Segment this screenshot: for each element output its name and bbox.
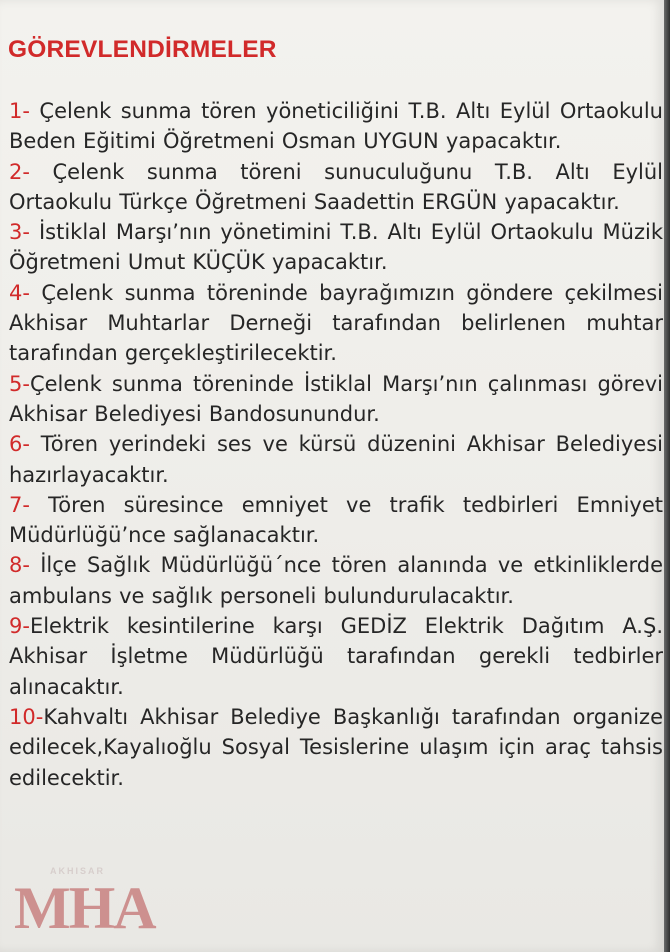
list-item — [9, 490, 663, 551]
document-title: GÖREVLENDİRMELER — [8, 36, 277, 63]
list-item — [9, 429, 663, 490]
item-text: Tören süresince emniyet ve trafik tedbirleri Emniyet Müdürlüğü’nce sağlanacaktır. — [9, 492, 663, 548]
list-item — [9, 217, 663, 278]
watermark-logo-text: MHA — [14, 875, 155, 941]
item-number: 8- — [9, 553, 30, 578]
item-number: 6- — [9, 432, 30, 457]
list-item — [9, 702, 663, 793]
item-text: Kahvaltı Akhisar Belediye Başkanlığı tarafından organize edilecek,Kayalıoğlu Sosyal Tesislerine ulaşım için araç tahsis edilecektir. — [9, 704, 663, 790]
list-item — [9, 369, 663, 430]
item-number: 2- — [9, 159, 30, 184]
item-number: 4- — [9, 280, 30, 305]
list-item — [9, 550, 663, 611]
board-frame-edge — [664, 0, 670, 952]
item-text: Elektrik kesintilerine karşı GEDİZ Elektrik Dağıtım A.Ş. Akhisar İşletme Müdürlüğü tarafından gerekli tedbirler alınacaktır. — [9, 614, 663, 699]
list-item — [9, 157, 663, 218]
watermark-arc-text: AKHISAR — [50, 866, 106, 876]
item-text: Çelenk sunma töreninde İstiklal Marşı’nın çalınması görevi Akhisar Belediyesi Bandosunundur. — [9, 371, 663, 426]
mha-watermark-logo — [10, 860, 180, 940]
item-text: İstiklal Marşı’nın yönetimini T.B. Altı Eylül Ortaokulu Müzik Öğretmeni Umut KÜÇÜK yapacaktır. — [9, 220, 663, 275]
item-text: Çelenk sunma tören yöneticiliğini T.B. Altı Eylül Ortaokulu Beden Eğitimi Öğretmeni Osman UYGUN yapacaktır. — [9, 99, 663, 154]
item-number: 1- — [9, 99, 30, 123]
item-number: 10- — [9, 704, 44, 729]
item-number: 3- — [9, 220, 30, 245]
item-number: 7- — [9, 492, 30, 517]
item-text: İlçe Sağlık Müdürlüğü´nce tören alanında ve etkinliklerde ambulans ve sağlık personeli bulundurulacaktır. — [9, 553, 663, 608]
list-item — [9, 278, 663, 369]
item-number: 9- — [9, 614, 30, 639]
item-text: Tören yerindeki ses ve kürsü düzenini Akhisar Belediyesi hazırlayacaktır. — [9, 432, 663, 487]
item-text: Çelenk sunma töreninde bayrağımızın göndere çekilmesi Akhisar Muhtarlar Derneği tarafından belirlenen muhtar tarafından gerçekleştirilecektir. — [9, 280, 663, 366]
assignment-list — [9, 96, 663, 793]
item-number: 5- — [9, 371, 30, 396]
list-item — [9, 96, 663, 157]
list-item — [9, 611, 663, 702]
item-text: Çelenk sunma töreni sunuculuğunu T.B. Altı Eylül Ortaokulu Türkçe Öğretmeni Saadettin ERGÜN yapacaktır. — [9, 159, 663, 214]
